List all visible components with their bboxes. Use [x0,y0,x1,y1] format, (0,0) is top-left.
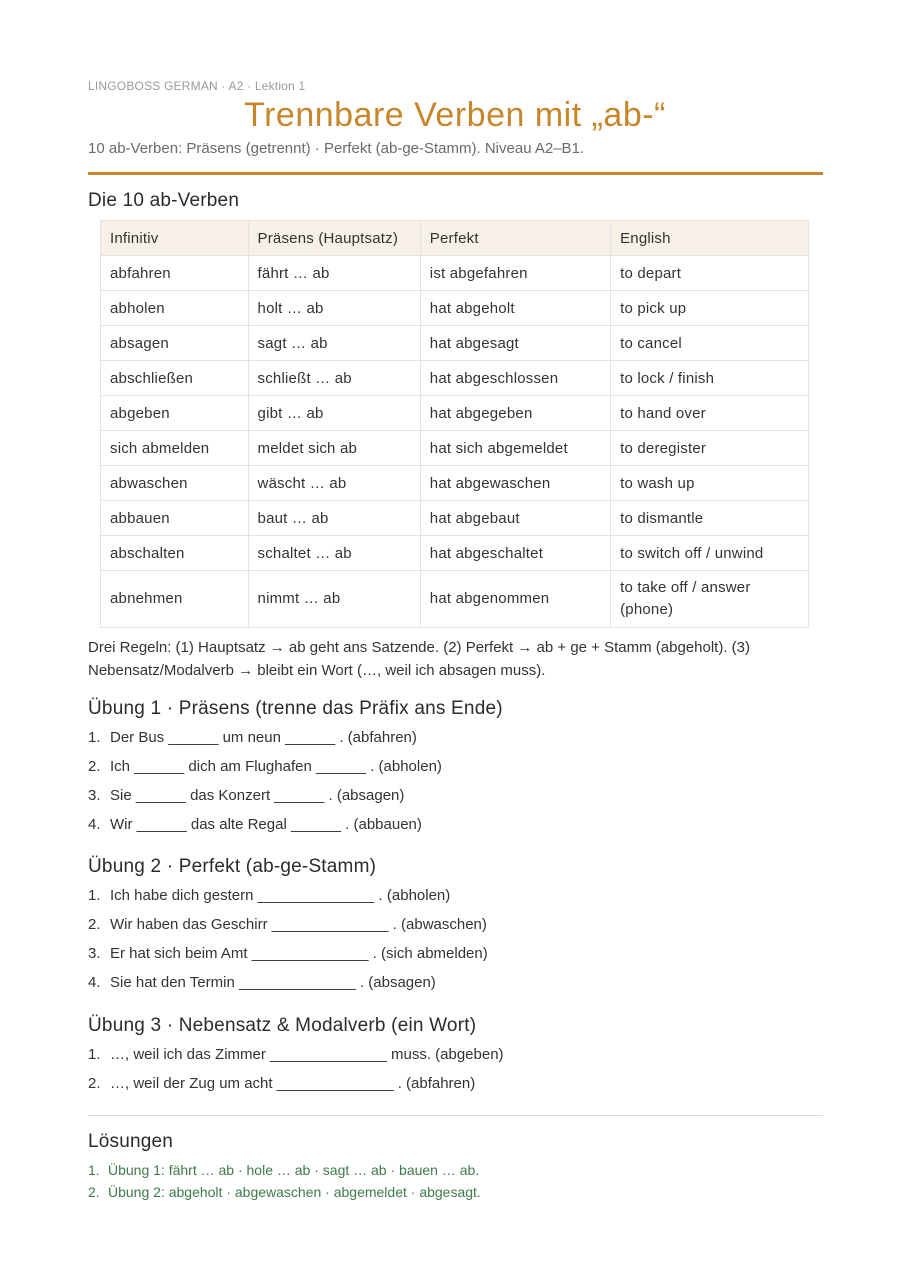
table-row [101,536,809,571]
table-cell: holt … ab [248,291,420,326]
table-cell: to dismantle [611,501,809,536]
table-cell: hat abgeschlossen [420,361,610,396]
table-row [101,361,809,396]
table-cell: wäscht … ab [248,466,420,501]
item-number: 1. [88,1162,100,1178]
list-item [88,815,442,844]
table-cell: to deregister [611,431,809,466]
item-number: 1. [88,887,101,904]
table-row [101,571,809,628]
table-cell: schaltet … ab [248,536,420,571]
item-text: Ich habe dich gestern ______________ . (abholen) [110,887,451,904]
table-cell: gibt … ab [248,396,420,431]
item-text: …, weil der Zug um acht ______________ . (abfahren) [110,1075,476,1092]
item-text: Wir ______ das alte Regal ______ . (abbauen) [110,816,422,833]
table-header-row [101,221,809,256]
table-row [101,466,809,501]
item-number: 4. [88,816,101,833]
table-cell: to depart [611,256,809,291]
table-cell: sich abmelden [101,431,249,466]
verbs-table [100,220,809,628]
table-cell: hat abgesagt [420,326,610,361]
item-number: 1. [88,729,101,746]
list-item [88,757,442,786]
exercise1-heading: Übung 1 · Präsens (trenne das Präfix ans Ende) [88,698,503,719]
item-text: Er hat sich beim Amt ______________ . (sich abmelden) [110,945,488,962]
list-item [88,944,488,973]
table-row [101,501,809,536]
item-number: 3. [88,945,101,962]
table-cell: hat sich abgemeldet [420,431,610,466]
page-subtitle: 10 ab-Verben: Präsens (getrennt) · Perfekt (ab-ge-Stamm). Niveau A2–B1. [88,140,585,157]
table-cell: hat abgebaut [420,501,610,536]
list-item [88,1161,481,1183]
exercise3-heading: Übung 3 · Nebensatz & Modalverb (ein Wort) [88,1015,477,1036]
table-cell: hat abgegeben [420,396,610,431]
table-cell: abholen [101,291,249,326]
table-row [101,256,809,291]
item-text: Übung 2: abgeholt · abgewaschen · abgemeldet · abgesagt. [108,1184,481,1200]
list-item [88,1045,504,1074]
item-text: Sie ______ das Konzert ______ . (absagen) [110,787,405,804]
table-cell: absagen [101,326,249,361]
table-cell: baut … ab [248,501,420,536]
table-row [101,326,809,361]
exercise1-list [88,728,442,844]
page-title: Trennbare Verben mit „ab-“ [244,96,666,134]
list-item [88,1183,481,1205]
exercise2-list [88,886,488,1002]
item-number: 2. [88,1075,101,1092]
solutions-divider [88,1115,823,1116]
column-header: Infinitiv [101,221,249,256]
table-row [101,291,809,326]
item-number: 2. [88,916,101,933]
list-item [88,973,488,1002]
table-cell: abwaschen [101,466,249,501]
table-cell: hat abgeholt [420,291,610,326]
table-cell: hat abgeschaltet [420,536,610,571]
item-text: Wir haben das Geschirr ______________ . (abwaschen) [110,916,487,933]
item-text: Übung 1: fährt … ab · hole … ab · sagt … ab · bauen … ab. [108,1162,480,1178]
table-row [101,431,809,466]
verbs-heading: Die 10 ab-Verben [88,190,240,211]
table-cell: to switch off / unwind [611,536,809,571]
table-cell: hat abgenommen [420,571,610,628]
list-item [88,886,488,915]
item-number: 2. [88,1184,100,1200]
table-cell: abschließen [101,361,249,396]
table-cell: abbauen [101,501,249,536]
column-header: English [611,221,809,256]
table-cell: abschalten [101,536,249,571]
column-header: Präsens (Hauptsatz) [248,221,420,256]
table-cell: to lock / finish [611,361,809,396]
solutions-list [88,1161,481,1205]
exercise2-heading: Übung 2 · Perfekt (ab-ge-Stamm) [88,856,377,877]
item-number: 1. [88,1046,101,1063]
table-cell: hat abgewaschen [420,466,610,501]
table-cell: meldet sich ab [248,431,420,466]
table-cell: fährt … ab [248,256,420,291]
table-cell: abnehmen [101,571,249,628]
table-cell: to cancel [611,326,809,361]
solutions-heading: Lösungen [88,1131,174,1152]
item-text: Sie hat den Termin ______________ . (absagen) [110,974,436,991]
table-cell: to hand over [611,396,809,431]
item-text: Ich ______ dich am Flughafen ______ . (abholen) [110,758,442,775]
table-cell: abfahren [101,256,249,291]
column-header: Perfekt [420,221,610,256]
table-cell: to pick up [611,291,809,326]
list-item [88,915,488,944]
table-cell: to take off / answer (phone) [611,571,809,628]
list-item [88,1074,504,1103]
table-cell: nimmt … ab [248,571,420,628]
list-item [88,728,442,757]
item-number: 3. [88,787,101,804]
exercise3-list [88,1045,504,1103]
table-cell: abgeben [101,396,249,431]
table-cell: sagt … ab [248,326,420,361]
table-cell: schließt … ab [248,361,420,396]
item-text: Der Bus ______ um neun ______ . (abfahren) [110,729,417,746]
rules-note: Drei Regeln: (1) Hauptsatz → ab geht ans Satzende. (2) Perfekt → ab + ge + Stamm (abgeholt). (3) Nebensatz/Modalverb → bleibt ein Wort (…, weil ich absagen muss). [88,639,750,679]
table-cell: ist abgefahren [420,256,610,291]
item-number: 4. [88,974,101,991]
table-row [101,396,809,431]
title-divider [88,172,823,175]
table-cell: to wash up [611,466,809,501]
course-eyebrow: LINGOBOSS GERMAN · A2 · Lektion 1 [88,79,306,93]
item-text: …, weil ich das Zimmer ______________ muss. (abgeben) [110,1046,504,1063]
list-item [88,786,442,815]
item-number: 2. [88,758,101,775]
